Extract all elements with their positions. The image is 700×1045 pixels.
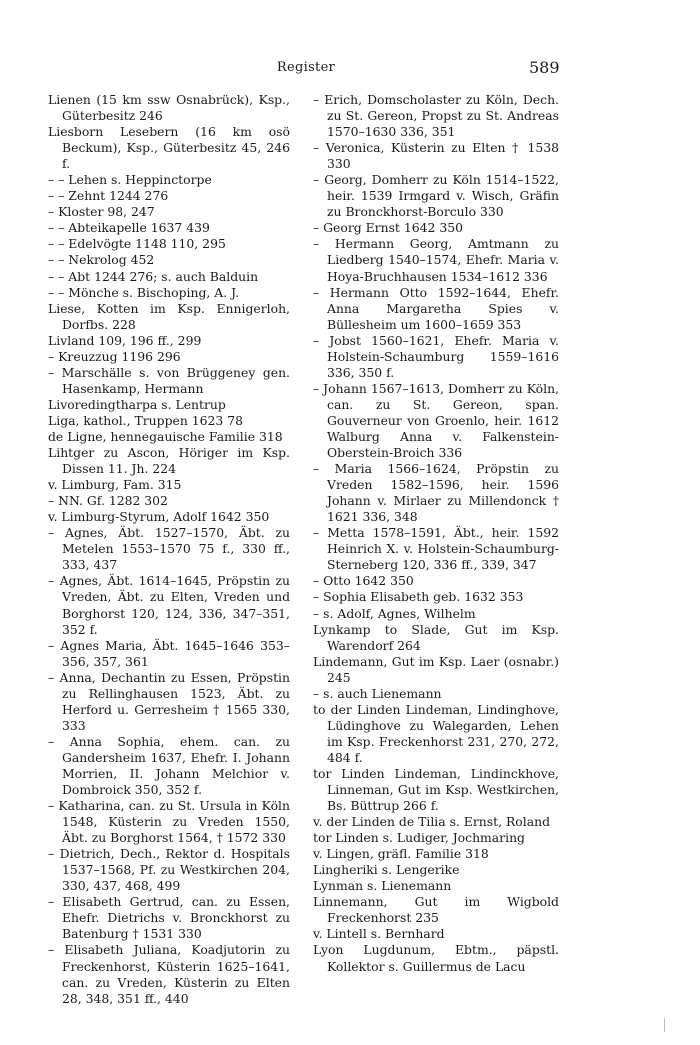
- page-edge-mark: [664, 1018, 665, 1032]
- index-entry: tor Linden Lindeman, Lindinckhove, Linneman, Gut im Ksp. Westkirchen, Bs. Büttrup 266 f.: [313, 765, 559, 814]
- index-entry: Lyon Lugdunum, Ebtm., päpstl. Kollektor s. Guillermus de Lacu: [313, 942, 559, 974]
- index-entry: – Erich, Domscholaster zu Köln, Dech. zu St. Gereon, Propst zu St. Andreas 1570–1630 336, 351: [313, 92, 559, 140]
- index-entry: – Jobst 1560–1621, Ehefr. Maria v. Holstein-Schaumburg 1559–1616 336, 350 f.: [313, 332, 559, 380]
- index-entry: v. Limburg, Fam. 315: [48, 477, 182, 493]
- index-entry: tor Linden s. Ludiger, Jochmaring: [313, 830, 525, 846]
- index-entry: Lihtger zu Ascon, Höriger im Ksp. Dissen 11. Jh. 224: [48, 445, 290, 477]
- index-entry: – Johann 1567–1613, Domherr zu Köln, can. zu St. Gereon, span. Gouverneur von Groenlo, heir. 1612 Walburg Anna v. Falkenstein-Oberstein-Broich 336: [313, 380, 559, 461]
- index-entry: – – Nekrolog 452: [48, 252, 155, 268]
- index-entry: – s. auch Lienemann: [313, 685, 442, 701]
- index-entry: v. der Linden de Tilia s. Ernst, Roland: [313, 814, 551, 830]
- index-entry: v. Limburg-Styrum, Adolf 1642 350: [48, 509, 270, 525]
- index-entry: – Georg Ernst 1642 350: [313, 220, 463, 236]
- index-entry: Lynkamp to Slade, Gut im Ksp. Warendorf 264: [313, 621, 559, 653]
- index-entry: – Agnes Maria, Äbt. 1645–1646 353–356, 357, 361: [48, 637, 290, 669]
- index-entry: – – Mönche s. Bischoping, A. J.: [48, 284, 240, 300]
- index-entry: – Hermann Georg, Amtmann zu Liedberg 1540–1574, Ehefr. Maria v. Hoya-Bruchhausen 1534–1612 336: [313, 236, 559, 284]
- index-entry: – Sophia Elisabeth geb. 1632 353: [313, 589, 524, 605]
- index-entry: – s. Adolf, Agnes, Wilhelm: [313, 605, 476, 621]
- index-entry: – Agnes, Äbt. 1614–1645, Pröpstin zu Vreden, Äbt. zu Elten, Vreden und Borghorst 120, 124, 336, 347–351, 352 f.: [48, 573, 290, 637]
- index-entry: – Agnes, Äbt. 1527–1570, Äbt. zu Metelen 1553–1570 75 f., 330 ff., 333, 437: [48, 525, 290, 573]
- index-entry: Liesborn Lesebern (16 km osö Beckum), Ksp., Güterbesitz 45, 246 f.: [48, 124, 290, 172]
- index-entry: – Marschälle s. von Brüggeney gen. Hasenkamp, Hermann: [48, 364, 290, 396]
- index-entry: – Elisabeth Juliana, Koadjutorin zu Freckenhorst, Küsterin 1625–1641, can. zu Vreden, Küsterin zu Elten 28, 348, 351 ff., 440: [48, 942, 290, 1006]
- index-entry: to der Linden Lindeman, Lindinghove, Lüdinghove zu Walegarden, Lehen im Ksp. Freckenhorst 231, 270, 272, 484 f.: [313, 701, 559, 765]
- index-entry: Livland 109, 196 ff., 299: [48, 332, 202, 348]
- index-entry: Liese, Kotten im Ksp. Ennigerloh, Dorfbs. 228: [48, 300, 290, 332]
- index-entry: – Veronica, Küsterin zu Elten † 1538 330: [313, 140, 559, 172]
- index-entry: v. Lingen, gräfl. Familie 318: [313, 846, 489, 862]
- index-entry: – Hermann Otto 1592–1644, Ehefr. Anna Margaretha Spies v. Büllesheim um 1600–1659 353: [313, 284, 559, 332]
- index-entry: Livoredingtharpa s. Lentrup: [48, 396, 226, 412]
- index-entry: – Kreuzzug 1196 296: [48, 348, 181, 364]
- index-entry: Linnemann, Gut im Wigbold Freckenhorst 235: [313, 894, 559, 926]
- index-entry: Lingheriki s. Lengerike: [313, 862, 460, 878]
- index-entry: – Katharina, can. zu St. Ursula in Köln 1548, Küsterin zu Vreden 1550, Äbt. zu Borghorst 1564, † 1572 330: [48, 798, 290, 846]
- index-column-right: [313, 92, 559, 975]
- index-entry: – NN. Gf. 1282 302: [48, 493, 168, 509]
- index-entry: – – Abt 1244 276; s. auch Balduin: [48, 268, 259, 284]
- index-entry: Liga, kathol., Truppen 1623 78: [48, 412, 244, 428]
- index-entry: – Otto 1642 350: [313, 573, 414, 589]
- index-entry: Lienen (15 km ssw Osnabrück), Ksp., Güterbesitz 246: [48, 92, 290, 124]
- index-entry: – – Abteikapelle 1637 439: [48, 220, 210, 236]
- index-entry: – Elisabeth Gertrud, can. zu Essen, Ehefr. Dietrichs v. Bronckhorst zu Batenburg † 1531 330: [48, 894, 290, 942]
- index-entry: de Ligne, hennegauische Familie 318: [48, 428, 283, 444]
- index-entry: – Kloster 98, 247: [48, 204, 155, 220]
- index-entry: v. Lintell s. Bernhard: [313, 926, 445, 942]
- index-column-left: [48, 92, 290, 1007]
- index-entry: – Anna, Dechantin zu Essen, Pröpstin zu Rellinghausen 1523, Äbt. zu Herford u. Gerresheim † 1565 330, 333: [48, 669, 290, 733]
- index-entry: – Anna Sophia, ehem. can. zu Gandersheim 1637, Ehefr. I. Johann Morrien, II. Johann Melchior v. Dombroick 350, 352 f.: [48, 733, 290, 798]
- page-number: 589: [529, 58, 560, 77]
- index-entry: – – Zehnt 1244 276: [48, 188, 169, 204]
- index-entry: – Georg, Domherr zu Köln 1514–1522, heir. 1539 Irmgard v. Wisch, Gräfin zu Bronckhorst-Borculo 330: [313, 172, 559, 220]
- index-entry: – Metta 1578–1591, Äbt., heir. 1592 Heinrich X. v. Holstein-Schaumburg-Sterneberg 120, 336 ff., 339, 347: [313, 525, 559, 573]
- running-header: Register: [276, 60, 336, 75]
- index-entry: – – Edelvögte 1148 110, 295: [48, 236, 226, 252]
- index-entry: Lindemann, Gut im Ksp. Laer (osnabr.) 245: [313, 653, 559, 685]
- index-entry: – – Lehen s. Heppinctorpe: [48, 172, 212, 188]
- index-entry: – Maria 1566–1624, Pröpstin zu Vreden 1582–1596, heir. 1596 Johann v. Mirlaer zu Millendonck † 1621 336, 348: [313, 461, 559, 525]
- index-entry: – Dietrich, Dech., Rektor d. Hospitals 1537–1568, Pf. zu Westkirchen 204, 330, 437, 468, 499: [48, 846, 290, 894]
- index-entry: Lynman s. Lienemann: [313, 878, 452, 894]
